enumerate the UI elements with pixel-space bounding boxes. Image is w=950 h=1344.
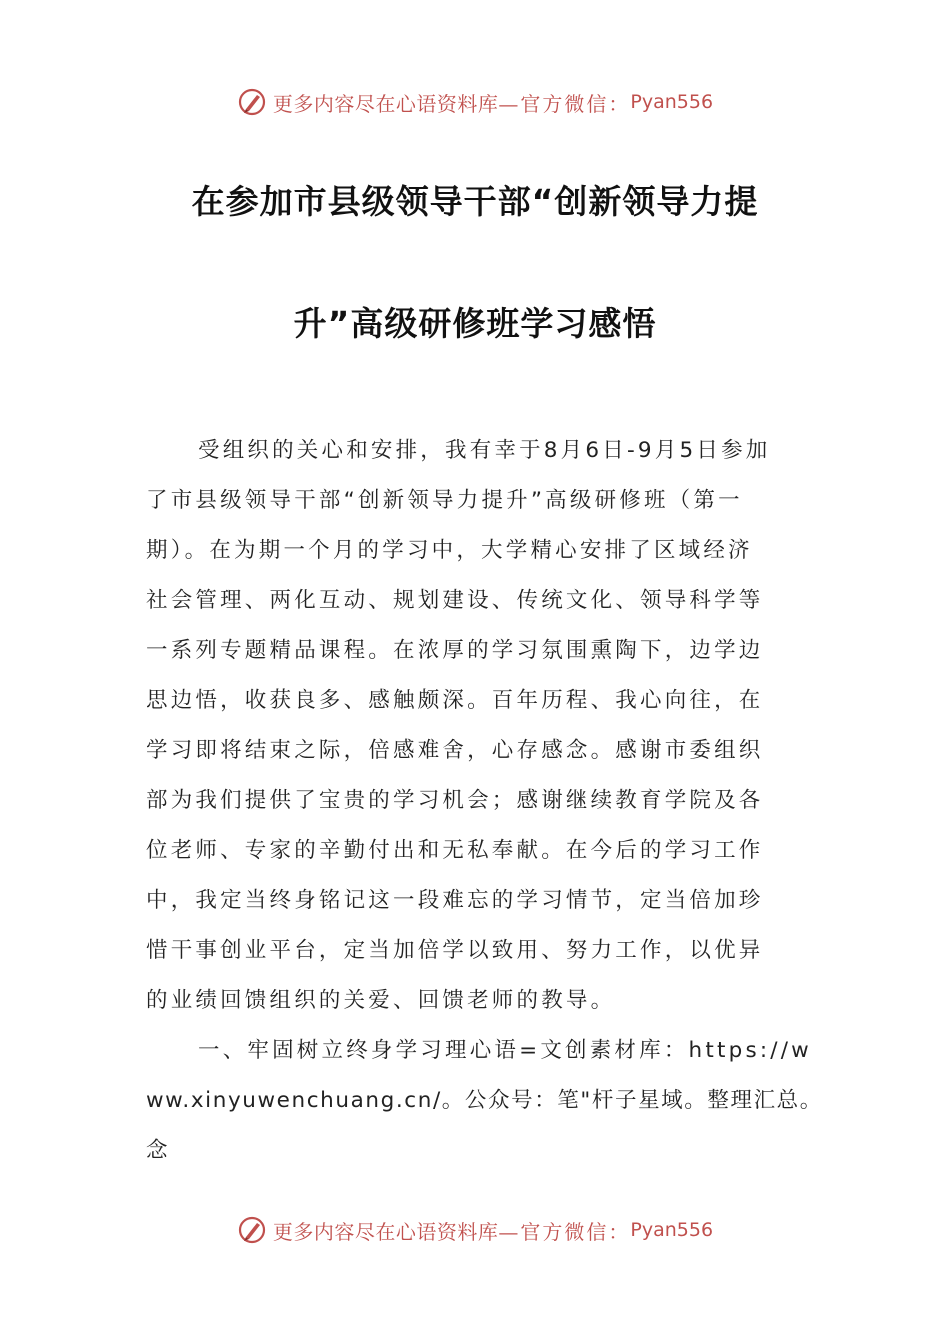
body-line: 的业绩回馈组织的关爱、回馈老师的教导。 [146, 988, 616, 1013]
body-line: 部为我们提供了宝贵的学习机会；感谢继续教育学院及各 [146, 788, 764, 813]
body-line: 受组织的关心和安排，我有幸于8月6日-9月5日参加 [198, 438, 771, 463]
header-banner-id: Pyan556 [630, 91, 714, 113]
header-banner [0, 82, 950, 122]
body-line: 念 [146, 1138, 171, 1163]
body-line: 一、牢固树立终身学习理心语=文创素材库：https://w [198, 1038, 812, 1063]
body-line: 社会管理、两化互动、规划建设、传统文化、领导科学等 [146, 588, 764, 613]
body-line: 中，我定当终身铭记这一段难忘的学习情节，定当倍加珍 [146, 888, 764, 913]
header-banner-sub: —官方微信： [498, 91, 631, 116]
body-line: 思边悟，收获良多、感触颇深。百年历程、我心向往，在 [146, 688, 764, 713]
body-line: 了市县级领导干部“创新领导力提升”高级研修班（第一 [146, 488, 743, 513]
pen-logo-icon [237, 87, 267, 117]
title-line-2: 升”高级研修班学习感悟 [293, 304, 657, 343]
body-line: ww.xinyuwenchuang.cn/。公众号：笔"杆子星域。整理汇总。 [146, 1088, 823, 1113]
footer-banner-id: Pyan556 [630, 1219, 714, 1241]
body-line: 惜干事创业平台，定当加倍学以致用、努力工作，以优异 [146, 938, 764, 963]
footer-banner-sub: —官方微信： [498, 1219, 631, 1244]
header-banner-main: 更多内容尽在心语资料库 [272, 91, 499, 116]
footer-banner-main: 更多内容尽在心语资料库 [272, 1219, 499, 1244]
title-line-1: 在参加市县级领导干部“创新领导力提 [191, 182, 759, 221]
pen-logo-icon [237, 1215, 267, 1245]
footer-banner [0, 1210, 950, 1250]
body-line: 一系列专题精品课程。在浓厚的学习氛围熏陶下，边学边 [146, 638, 764, 663]
body-line: 位老师、专家的辛勤付出和无私奉献。在今后的学习工作 [146, 838, 764, 863]
body-line: 学习即将结束之际，倍感难舍，心存感念。感谢市委组织 [146, 738, 764, 763]
body-line: 期）。在为期一个月的学习中，大学精心安排了区域经济 [146, 538, 753, 563]
body-text [146, 426, 823, 1176]
